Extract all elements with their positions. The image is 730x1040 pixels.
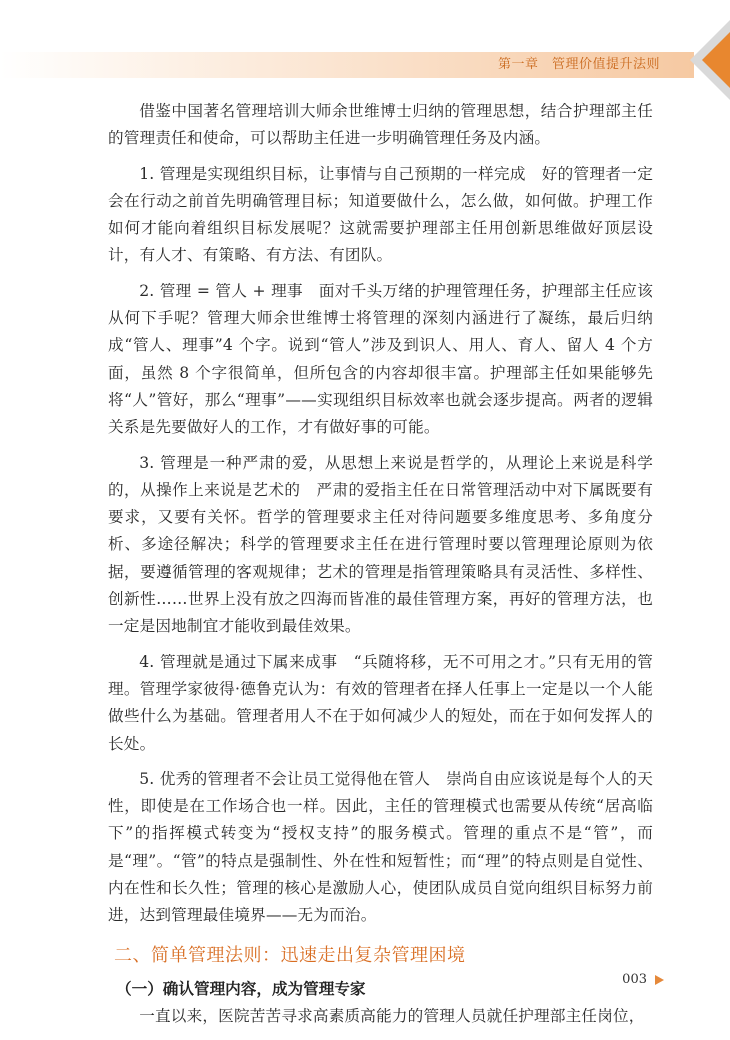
- list-item: 2. 管理 = 管人 + 理事 面对千头万绪的护理管理任务，护理部主任应该从何下手呢？管理大师余世维博士将管理的深刻内涵进行了凝练，最后归纳成“管人、理事”4 个字。说到“管人”涉及到识人、用人、育人、留人 4 个方面，虽然 8 个字很简单，但所包含的内容却很丰富。护理部主任如果能够先将“人”管好，那么“理事”——实现组织目标效率也就会逐步提高。两者的逻辑关系是先要做好人的工作，才有做好事的可能。: [108, 281, 653, 437]
- page-footer: [622, 972, 664, 987]
- list-item: 5. 优秀的管理者不会让员工觉得他在管人 崇尚自由应该说是每个人的天性，即使是在工作场合也一样。因此，主任的管理模式也需要从传统“居高临下”的指挥模式转变为“授权支持”的服务模式。管理的重点不是“管”，而是“理”。“管”的特点是强制性、外在性和短暂性；而“理”的特点则是自觉性、内在性和长久性；管理的核心是激励人心，使团队成员自觉向组织目标努力前进，达到管理最佳境界——无为而治。: [108, 769, 653, 925]
- sub-heading: （一）确认管理内容，成为管理专家: [116, 979, 366, 998]
- list-item: 3. 管理是一种严肃的爱，从思想上来说是哲学的，从理论上来说是科学的，从操作上来说是艺术的 严肃的爱指主任在日常管理活动中对下属既要有要求，又要有关怀。哲学的管理要求主任对待问题要多维度思考、多角度分析、多途径解决；科学的管理要求主任在进行管理时要以管理理论原则为依据，要遵循管理的客观规律；艺术的管理是指管理策略具有灵活性、多样性、创新性……世界上没有放之四海而皆准的最佳管理方案，再好的管理方法，也一定是因地制宜才能收到最佳效果。: [108, 453, 653, 636]
- section-heading: 二、简单管理法则：迅速走出复杂管理困境: [114, 944, 466, 966]
- chapter-header-title: 第一章 管理价值提升法则: [497, 57, 660, 72]
- list-item: 1. 管理是实现组织目标，让事情与自己预期的一样完成 好的管理者一定会在行动之前首先明确管理目标；知道要做什么，怎么做，如何做。护理工作如何才能向着组织目标发展呢？这就需要护理部主任用创新思维做好顶层设计，有人才、有策略、有方法、有团队。: [108, 164, 653, 265]
- corner-tab-decoration: [690, 20, 730, 100]
- main-content: [108, 98, 653, 1030]
- intro-paragraph: 借鉴中国著名管理培训大师余世维博士归纳的管理思想，结合护理部主任的管理责任和使命，可以帮助主任进一步明确管理任务及内涵。: [108, 102, 653, 148]
- triangle-right-icon: [655, 975, 664, 985]
- page-number: 003: [622, 972, 647, 987]
- list-item: 4. 管理就是通过下属来成事 “兵随将移，无不可用之才。”只有无用的管理。管理学家彼得·德鲁克认为：有效的管理者在择人任事上一定是以一个人能做些什么为基础。管理者用人不在于如何减少人的短处，而在于如何发挥人的长处。: [108, 652, 653, 753]
- body-paragraph: 一直以来，医院苦苦寻求高素质高能力的管理人员就任护理部主任岗位，: [139, 1006, 645, 1025]
